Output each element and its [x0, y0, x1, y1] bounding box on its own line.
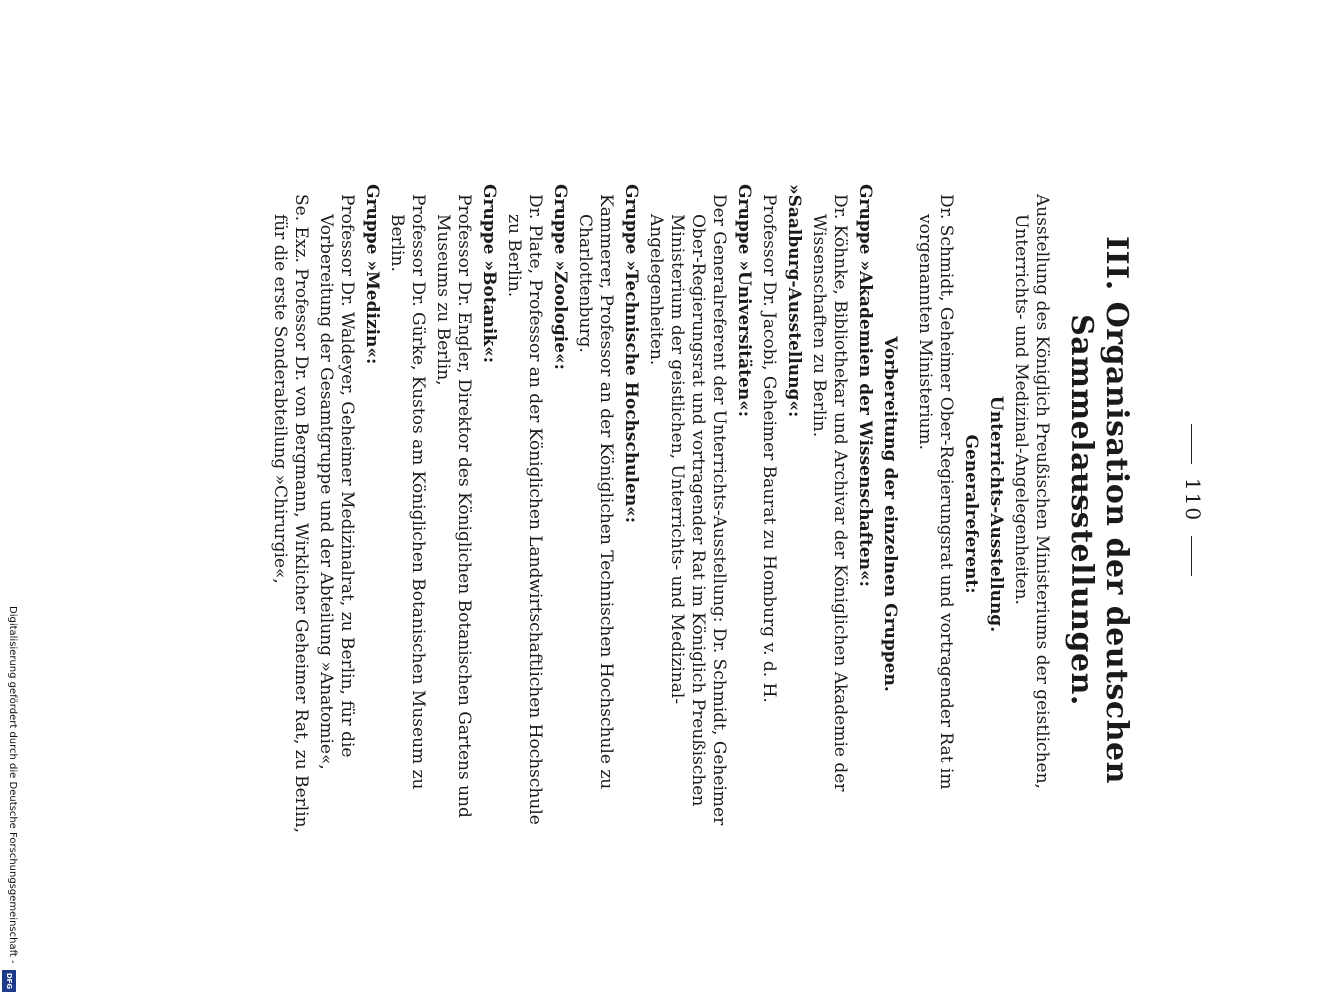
group-text-2: Se. Exz. Professor Dr. von Bergmann, Wirklicher Geheimer Rat, zu Berlin, für die erste Sonderabteilung »Chirurgie«, — [270, 194, 311, 834]
group-text: Professor Dr. Waldeyer, Geheimer Medizinalrat, zu Berlin, für die Vorbereitung der Gesamtgruppe und der Abteilung »Anatomie«, — [316, 194, 357, 770]
group-title: Gruppe »Technische Hochschulen«: — [621, 184, 641, 524]
group-title: Gruppe »Medizin«: — [362, 184, 382, 365]
group-0 — [808, 184, 875, 844]
group-text-2: Professor Dr. Gürke, Kustos am Königlichen Botanischen Museum zu Berlin. — [387, 194, 428, 790]
group-title: Gruppe »Akademien der Wissenschaften«: — [855, 184, 875, 587]
group-title: Gruppe »Universitäten«: — [734, 184, 754, 418]
rotated-page — [90, 0, 1230, 1000]
page-heading: III. Organisation der deutschen Sammelausstellungen. — [1064, 236, 1134, 784]
group-text: Der Generalreferent der Unterrichts-Ausstellung: Dr. Schmidt, Geheimer Ober-Regierungsrat und vortragender Rat im Königlich Preußischen Ministerium der geistlichen, Unterrichts- und Medizinal-Angelegenheiten. — [646, 194, 729, 826]
dash-right — [1191, 536, 1192, 576]
group-6 — [269, 184, 382, 844]
group-text: Professor Dr. Jacobi, Geheimer Baurat zu Homburg v. d. H. — [759, 194, 779, 703]
sub-heading-2: Generalreferent: — [961, 434, 981, 594]
dfg-logo-icon — [2, 970, 16, 992]
group-5 — [386, 184, 499, 844]
page-number — [1181, 0, 1205, 1000]
dfg-logo-text: DFG — [5, 972, 13, 990]
dash-left — [1191, 424, 1192, 464]
generalreferent-text: Dr. Schmidt, Geheimer Ober-Regierungsrat und vortragender Rat im vorgenannten Ministerium. — [915, 194, 956, 790]
sub-heading-1: Unterrichts-Ausstellung. — [986, 395, 1006, 633]
group-1 — [758, 184, 804, 844]
page-number-text: 110 — [1181, 477, 1205, 523]
section-heading: Vorbereitung der einzelnen Gruppen. — [880, 336, 900, 692]
group-4 — [503, 184, 570, 844]
group-title: Gruppe »Botanik«: — [479, 184, 499, 364]
group-title: »Saalburg-Ausstellung«: — [784, 184, 804, 418]
group-2 — [645, 184, 754, 844]
document-body — [265, 184, 1052, 844]
group-title: Gruppe »Zoologie«: — [550, 184, 570, 370]
digitization-footer — [0, 600, 20, 1000]
intro-paragraph: Ausstellung des Königlich Preußischen Ministeriums der geistlichen, Unterrichts- und Medizinal-Angelegenheiten. — [1011, 194, 1052, 789]
footer-text: Digitalisierung gefördert durch die Deutsche Forschungsgemeinschaft - — [7, 606, 18, 964]
group-text: Professor Dr. Engler, Direktor des Königlichen Botanischen Gartens und Museums zu Berlin, — [433, 194, 474, 818]
heading-rule — [1081, 466, 1082, 526]
group-text: Dr. Plate, Professor an der Königlichen Landwirtschaftlichen Hochschule zu Berlin. — [504, 194, 545, 825]
group-3 — [574, 184, 641, 844]
group-text: Dr. Köhnke, Bibliothekar und Archivar der Königlichen Akademie der Wissenschaften zu Berlin. — [809, 194, 850, 792]
group-text: Kammerer, Professor an der Königlichen Technischen Hochschule zu Charlottenburg. — [575, 194, 616, 790]
